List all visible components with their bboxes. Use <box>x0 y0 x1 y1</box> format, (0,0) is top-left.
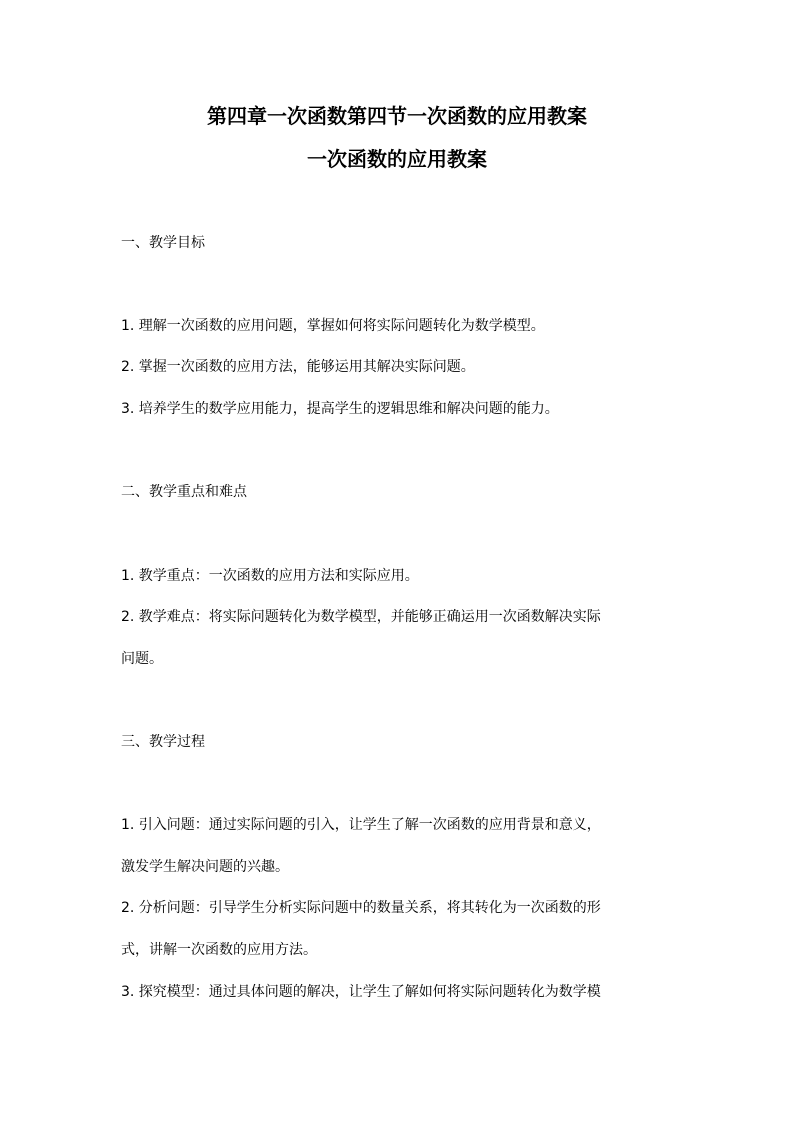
process-item-2-cont: 式，讲解一次函数的应用方法。 <box>121 942 317 958</box>
objective-item-1: 1. 理解一次函数的应用问题，掌握如何将实际问题转化为数学模型。 <box>121 318 545 334</box>
section-heading-key-points: 二、教学重点和难点 <box>121 484 247 500</box>
section-heading-objectives: 一、教学目标 <box>121 235 205 251</box>
document-title: 第四章一次函数第四节一次函数的应用教案 <box>207 104 587 128</box>
objective-item-3: 3. 培养学生的数学应用能力，提高学生的逻辑思维和解决问题的能力。 <box>121 401 559 417</box>
objective-item-2: 2. 掌握一次函数的应用方法，能够运用其解决实际问题。 <box>121 359 475 375</box>
process-item-3: 3. 探究模型：通过具体问题的解决，让学生了解如何将实际问题转化为数学模 <box>121 984 601 1000</box>
key-point-item-1: 1. 教学重点：一次函数的应用方法和实际应用。 <box>121 568 419 584</box>
process-item-1-cont: 激发学生解决问题的兴趣。 <box>121 859 289 875</box>
process-item-2: 2. 分析问题：引导学生分析实际问题中的数量关系，将其转化为一次函数的形 <box>121 900 601 916</box>
section-heading-process: 三、教学过程 <box>121 734 205 750</box>
key-point-item-2-cont: 问题。 <box>121 651 163 667</box>
document-subtitle: 一次函数的应用教案 <box>307 147 487 171</box>
process-item-1: 1. 引入问题：通过实际问题的引入，让学生了解一次函数的应用背景和意义， <box>121 817 601 833</box>
key-point-item-2: 2. 教学难点：将实际问题转化为数学模型，并能够正确运用一次函数解决实际 <box>121 609 601 625</box>
